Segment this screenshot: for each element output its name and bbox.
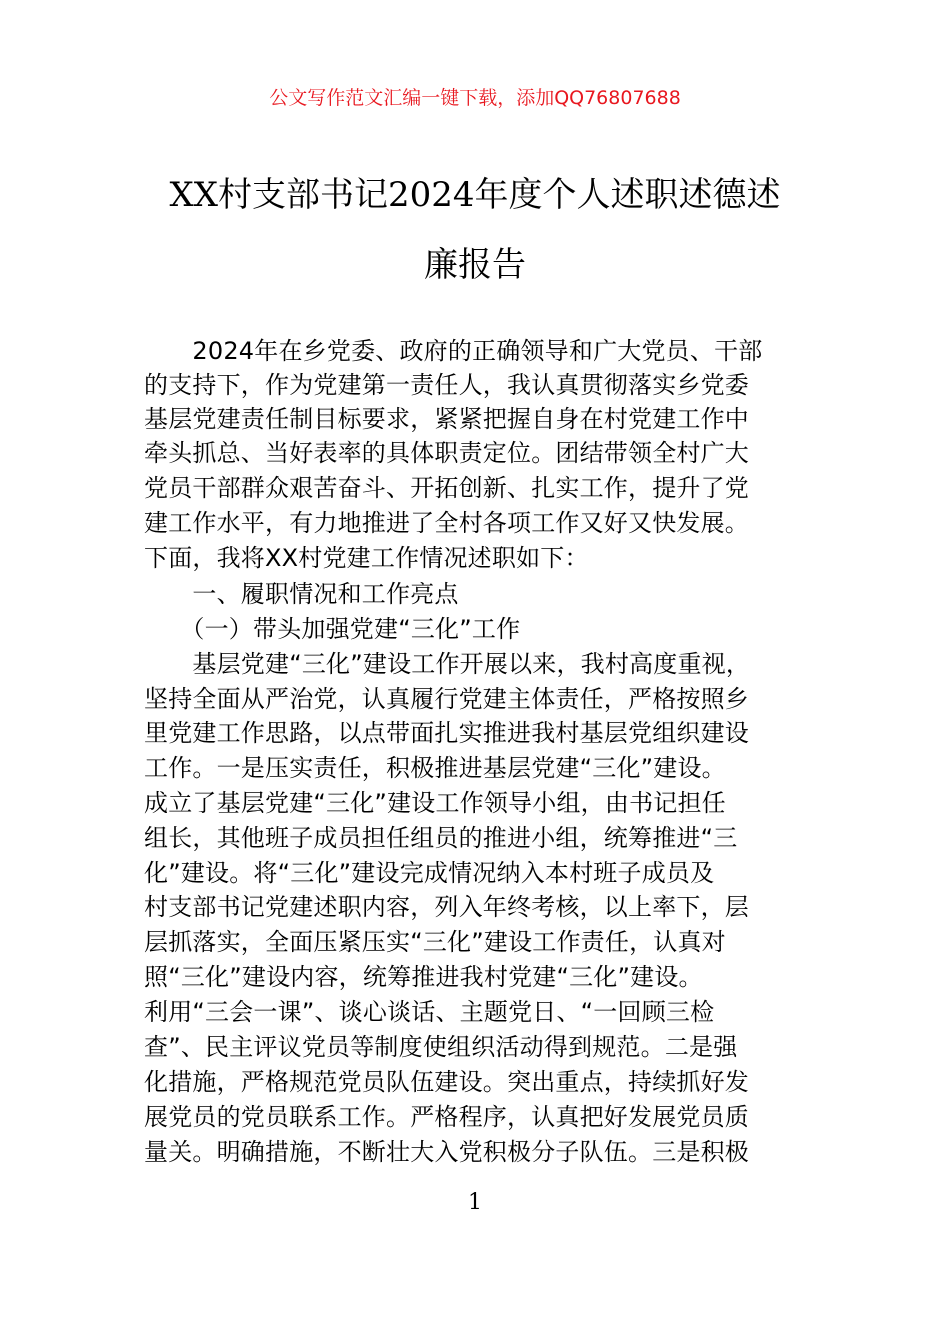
body-line: 照“三化”建设内容，统筹推进我村党建“三化”建设。 bbox=[144, 963, 703, 991]
body-line: 下面，我将XX村党建工作情况述职如下： bbox=[144, 544, 589, 572]
body-line: 坚持全面从严治党，认真履行党建主体责任，严格按照乡 bbox=[144, 685, 749, 713]
body-line: 工作。一是压实责任，积极推进基层党建“三化”建设。 bbox=[144, 754, 726, 782]
body-line: 2024年在乡党委、政府的正确领导和广大党员、干部 bbox=[144, 337, 763, 365]
body-line: 牵头抓总、当好表率的具体职责定位。团结带领全村广大 bbox=[144, 439, 749, 467]
body-line: 建工作水平，有力地推进了全村各项工作又好又快发展。 bbox=[144, 509, 749, 537]
body-line: 村支部书记党建述职内容，列入年终考核，以上率下，层 bbox=[144, 893, 749, 921]
document-title-line-1: XX村支部书记2024年度个人述职述德述 bbox=[169, 175, 781, 215]
body-line: 查”、民主评议党员等制度使组织活动得到规范。二是强 bbox=[144, 1033, 738, 1061]
body-line: 化措施，严格规范党员队伍建设。突出重点，持续抓好发 bbox=[144, 1068, 749, 1096]
document-title-line-2: 廉报告 bbox=[424, 245, 526, 285]
body-line: 量关。明确措施，不断壮大入党积极分子队伍。三是积极 bbox=[144, 1138, 749, 1166]
body-line: 党员干部群众艰苦奋斗、开拓创新、扎实工作，提升了党 bbox=[144, 474, 749, 502]
body-line: 层抓落实，全面压紧压实“三化”建设工作责任，认真对 bbox=[144, 928, 726, 956]
watermark-text: 公文写作范文汇编一键下载，添加QQ76807688 bbox=[269, 87, 681, 109]
body-line: 利用“三会一课”、谈心谈话、主题党日、“一回顾三检 bbox=[144, 998, 715, 1026]
body-line: 展党员的党员联系工作。严格程序，认真把好发展党员质 bbox=[144, 1103, 749, 1131]
subsection-heading: （一）带头加强党建“三化”工作 bbox=[144, 615, 521, 643]
body-line: 化”建设。将“三化”建设完成情况纳入本村班子成员及 bbox=[144, 859, 715, 887]
section-heading: 一、履职情况和工作亮点 bbox=[144, 580, 459, 608]
body-line: 组长，其他班子成员担任组员的推进小组，统筹推进“三 bbox=[144, 824, 738, 852]
body-line: 的支持下，作为党建第一责任人，我认真贯彻落实乡党委 bbox=[144, 371, 749, 399]
body-line: 基层党建“三化”建设工作开展以来，我村高度重视， bbox=[144, 650, 751, 678]
body-line: 里党建工作思路，以点带面扎实推进我村基层党组织建设 bbox=[144, 719, 749, 747]
body-line: 基层党建责任制目标要求，紧紧把握自身在村党建工作中 bbox=[144, 405, 749, 433]
body-line: 成立了基层党建“三化”建设工作领导小组，由书记担任 bbox=[144, 789, 726, 817]
page-number: 1 bbox=[468, 1190, 482, 1215]
